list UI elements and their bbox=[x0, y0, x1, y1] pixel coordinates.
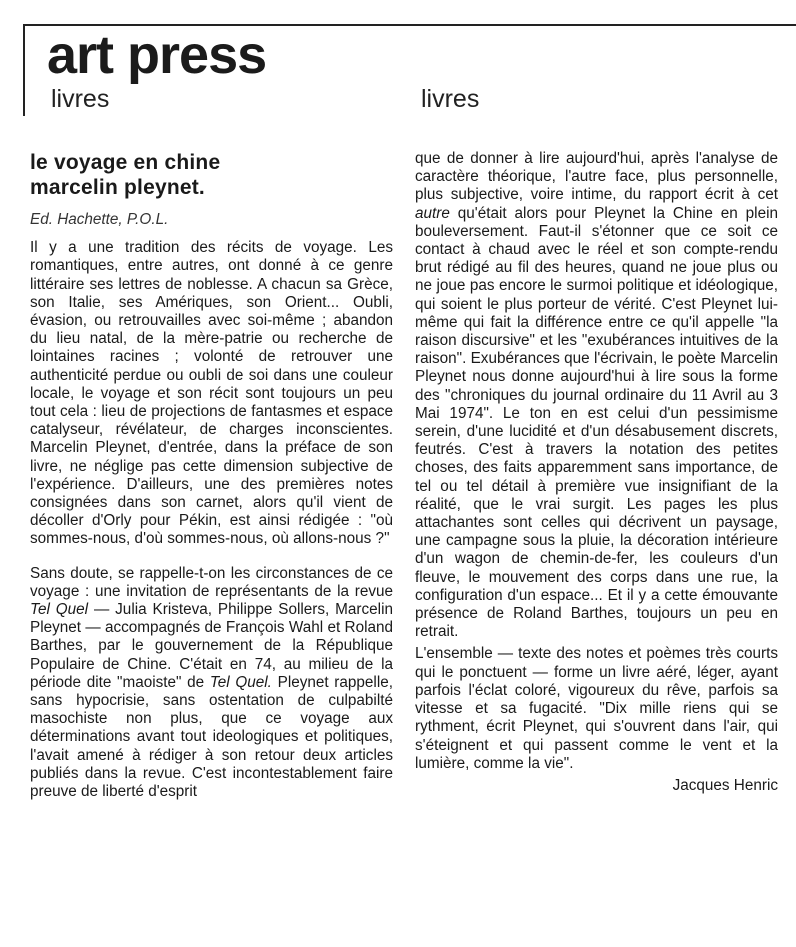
paragraph-1: Il y a une tradition des récits de voyage. Les romantiques, entre autres, ont donné à ce genre littéraire ses lettres de noblesse. A chacun sa Grèce, son Italie, ses Amériques, son Orient... Oubli, évasion, ou retrouvailles avec soi-même ; abandon du lieu natal, de la mère-patrie ou recherche de lointaines racines ; volonté de retrouver une authenticité perdue ou oubli de soi dans une couleur locale, le voyage et son récit sont toujours un peu tout cela : lieu de projections de fantasmes et espace catalyseur, révélateur, de charges inconscientes. Marcelin Pleynet, d'entrée, dans la préface de son livre, ne néglige pas cette dimension subjective de l'expérience. D'ailleurs, une des premières notes consignées dans son carnet, alors qu'il vient de décoller d'Orly pour Pékin, est ainsi rédigée : "où sommes-nous, d'où sommes-nous, où allons-nous ?" bbox=[30, 239, 393, 548]
article-title-line-2: marcelin pleynet. bbox=[30, 176, 205, 199]
article-title-line-1: le voyage en chine bbox=[30, 151, 221, 174]
paragraph-4: L'ensemble — texte des notes et poèmes très courts qui le ponctuent — forme un livre aéré, léger, ayant parfois l'éclat coloré, vigoureux du rêve, parfois sa vitesse et sa fugacité. "Dix mille riens qui se rythment, écrit Pleynet, qui s'ouvrent dans l'air, qui s'éteignent et qui passent comme le vent et la lumière, comme la vie". bbox=[415, 645, 778, 772]
journal-title: Tel Quel. bbox=[209, 673, 272, 691]
section-label-right: livres bbox=[421, 85, 480, 113]
article-column-left bbox=[30, 150, 393, 940]
paragraph-2 bbox=[30, 565, 393, 802]
emphasis-autre: autre bbox=[415, 204, 450, 222]
article-title bbox=[30, 150, 393, 200]
section-label-left: livres bbox=[51, 85, 110, 113]
paragraph-3-text-b: qu'était alors pour Pleynet la Chine en plein bouleversement. Faut-il s'étonner que ce soit ce contact à chaud avec le réel et son compte-rendu brut rédigé au fil des heures, quand ne joue plus ou ne joue pas encore le surmoi politique et idéologique, qui soient le plus porteur de vérité. C'est Pleynet lui-même qui fait la différence entre ce qu'il appelle "la raison discursive" et les "exubérances intuitives de la raison". Exubérances que l'écrivain, le poète Marcelin Pleynet nous donne aujourd'hui à lire sous la forme des "chroniques du journal ordinaire du 11 Avril au 3 Mai 1974". Le ton en est celui d'un pessimisme serein, d'une lucidité et d'un désabusement discrets, feutrés. C'est à travers la notation des petites choses, des faits apparemment sans importance, de tel ou tel détail à première vue insignifiant de la réalité, que le vrai surgit. Les pages les plus attachantes sont celles qui décrivent un paysage, une campagne sous la pluie, la décoration intérieure d'un wagon de chemin-de-fer, les couleurs d'un fleuve, le mouvement des corps dans une rue, la configuration d'un espace... Et il y a cette émouvante présence de Roland Barthes, toujours un peu en retrait. bbox=[415, 204, 778, 641]
masthead bbox=[23, 24, 796, 116]
author-signature: Jacques Henric bbox=[672, 776, 778, 794]
publisher-line: Ed. Hachette, P.O.L. bbox=[30, 211, 169, 228]
magazine-title: art press bbox=[47, 25, 267, 85]
article-column-right bbox=[415, 150, 778, 940]
paragraph-3 bbox=[415, 150, 778, 641]
paragraph-2-text-b: — Julia Kristeva, Philippe Sollers, Marcelin Pleynet — accompagnés de François Wahl et Roland Barthes, par le gouvernement de la République Populaire de Chine. C'était en 74, au milieu de la période dite "maoiste" de bbox=[30, 601, 393, 691]
paragraph-2-text-c: Pleynet rappelle, sans hypocrisie, sans ostentation de culpabilté masochiste non plus, que ce voyage aux déterminations avant tout ideologiques et politiques, l'avait amené à rédiger à son retour deux articles publiés dans la revue. C'est incontestablement faire preuve de liberté d'esprit bbox=[30, 673, 393, 801]
paragraph-2-text-a: Sans doute, se rappelle-t-on les circonstances de ce voyage : une invitation de représentants de la revue bbox=[30, 564, 393, 600]
paragraph-3-text-a: que de donner à lire aujourd'hui, après l'analyse de caractère théorique, l'autre face, plus personnelle, plus subjective, voire intime, du rapport écrit à cet bbox=[415, 150, 778, 204]
journal-title: Tel Quel bbox=[30, 601, 89, 619]
